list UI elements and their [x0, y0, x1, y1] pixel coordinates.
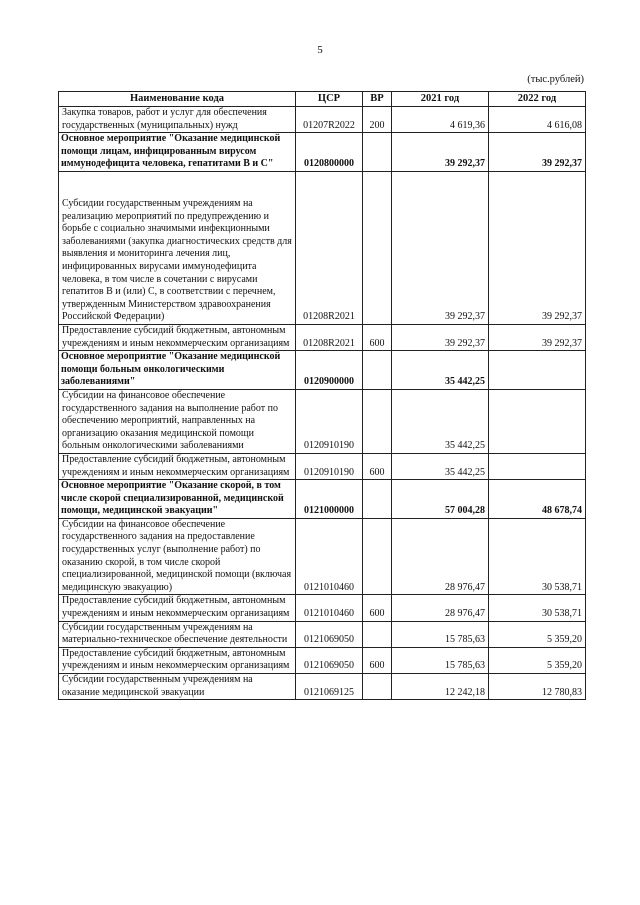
row-vr: 600 [363, 324, 392, 350]
header-name: Наименование кода [59, 92, 296, 107]
table-row [59, 647, 586, 673]
row-name: Основное мероприятие "Оказание медицинской помощи лицам, инфицированным вирусом иммунодефицита человека, гепатитами В и С" [59, 133, 296, 172]
row-csr: 0121069050 [296, 647, 363, 673]
row-vr: 600 [363, 453, 392, 479]
row-2021: 4 619,36 [392, 107, 489, 133]
header-2021: 2021 год [392, 92, 489, 107]
row-2021: 39 292,37 [392, 171, 489, 324]
row-name: Предоставление субсидий бюджетным, автономным учреждениям и иным некоммерческим организациям [59, 595, 296, 621]
row-name: Закупка товаров, работ и услуг для обеспечения государственных (муниципальных) нужд [59, 107, 296, 133]
row-csr: 01208R2021 [296, 171, 363, 324]
row-csr: 0120800000 [296, 133, 363, 172]
row-csr: 0121010460 [296, 595, 363, 621]
row-2021: 35 442,25 [392, 351, 489, 390]
table-row [59, 389, 586, 453]
row-vr: 600 [363, 595, 392, 621]
row-2021: 57 004,28 [392, 480, 489, 519]
table-row [59, 133, 586, 172]
row-csr: 01208R2021 [296, 324, 363, 350]
row-2022: 4 616,08 [489, 107, 586, 133]
header-vr: ВР [363, 92, 392, 107]
row-csr: 0120900000 [296, 351, 363, 390]
row-csr: 0121069125 [296, 674, 363, 700]
row-vr: 600 [363, 647, 392, 673]
budget-table [58, 91, 586, 700]
row-csr: 01207R2022 [296, 107, 363, 133]
table-row [59, 621, 586, 647]
row-2021: 35 442,25 [392, 453, 489, 479]
table-row [59, 674, 586, 700]
row-vr [363, 351, 392, 390]
row-name: Субсидии на финансовое обеспечение государственного задания на выполнение работ по обеспечению мероприятий, направленных на организацию оказания медицинской помощи больным онкологическими заболеваниями [59, 389, 296, 453]
row-vr [363, 518, 392, 595]
row-csr: 0121069050 [296, 621, 363, 647]
row-2021: 15 785,63 [392, 621, 489, 647]
row-name: Субсидии государственным учреждениям на реализацию мероприятий по предупреждению и борьбе с социально значимыми инфекционными заболеваниями (закупка диагностических средств для выявления и мониторинга лечения лиц, инфицированных вирусами иммунодефицита человека, в том числе в сочетании с вирусами гепатитов В и (или) С, в соответствии с перечнем, утвержденным Министерством здравоохранения Российской Федерации) [59, 171, 296, 324]
row-2022: 5 359,20 [489, 647, 586, 673]
row-2021: 39 292,37 [392, 133, 489, 172]
row-2021: 28 976,47 [392, 595, 489, 621]
row-2022: 39 292,37 [489, 324, 586, 350]
row-2021: 35 442,25 [392, 389, 489, 453]
row-name: Основное мероприятие "Оказание скорой, в том числе скорой специализированной, медицинской помощи, медицинской эвакуации" [59, 480, 296, 519]
table-row [59, 171, 586, 324]
table-row [59, 107, 586, 133]
row-2021: 12 242,18 [392, 674, 489, 700]
row-name: Предоставление субсидий бюджетным, автономным учреждениям и иным некоммерческим организациям [59, 324, 296, 350]
table-row [59, 351, 586, 390]
row-name: Предоставление субсидий бюджетным, автономным учреждениям и иным некоммерческим организациям [59, 647, 296, 673]
row-vr [363, 480, 392, 519]
row-vr: 200 [363, 107, 392, 133]
row-name: Субсидии государственным учреждениям на материально-техническое обеспечение деятельности [59, 621, 296, 647]
row-csr: 0121010460 [296, 518, 363, 595]
table-row [59, 518, 586, 595]
row-vr [363, 389, 392, 453]
row-csr: 0120910190 [296, 453, 363, 479]
row-2022: 30 538,71 [489, 595, 586, 621]
row-vr [363, 621, 392, 647]
row-name: Предоставление субсидий бюджетным, автономным учреждениям и иным некоммерческим организациям [59, 453, 296, 479]
row-2022 [489, 351, 586, 390]
table-row [59, 595, 586, 621]
row-csr: 0120910190 [296, 389, 363, 453]
table-row [59, 480, 586, 519]
row-2021: 28 976,47 [392, 518, 489, 595]
row-name: Субсидии государственным учреждениям на оказание медицинской эвакуации [59, 674, 296, 700]
row-csr: 0121000000 [296, 480, 363, 519]
row-vr [363, 674, 392, 700]
row-2022: 39 292,37 [489, 133, 586, 172]
row-name: Основное мероприятие "Оказание медицинской помощи больным онкологическими заболеваниями" [59, 351, 296, 390]
units-label: (тыс.рублей) [527, 74, 584, 85]
header-csr: ЦСР [296, 92, 363, 107]
row-2021: 15 785,63 [392, 647, 489, 673]
row-2022: 5 359,20 [489, 621, 586, 647]
row-2022: 12 780,83 [489, 674, 586, 700]
row-name: Субсидии на финансовое обеспечение государственного задания на предоставление государственных услуг (выполнение работ) по оказанию скорой, в том числе скорой специализированной, медицинской помощи (включая медицинскую эвакуацию) [59, 518, 296, 595]
table-header-row [59, 92, 586, 107]
row-2021: 39 292,37 [392, 324, 489, 350]
row-2022 [489, 453, 586, 479]
row-2022: 30 538,71 [489, 518, 586, 595]
header-2022: 2022 год [489, 92, 586, 107]
row-vr [363, 171, 392, 324]
table-row [59, 453, 586, 479]
table-row [59, 324, 586, 350]
row-vr [363, 133, 392, 172]
row-2022: 39 292,37 [489, 171, 586, 324]
row-2022 [489, 389, 586, 453]
row-2022: 48 678,74 [489, 480, 586, 519]
page-number: 5 [317, 44, 323, 56]
